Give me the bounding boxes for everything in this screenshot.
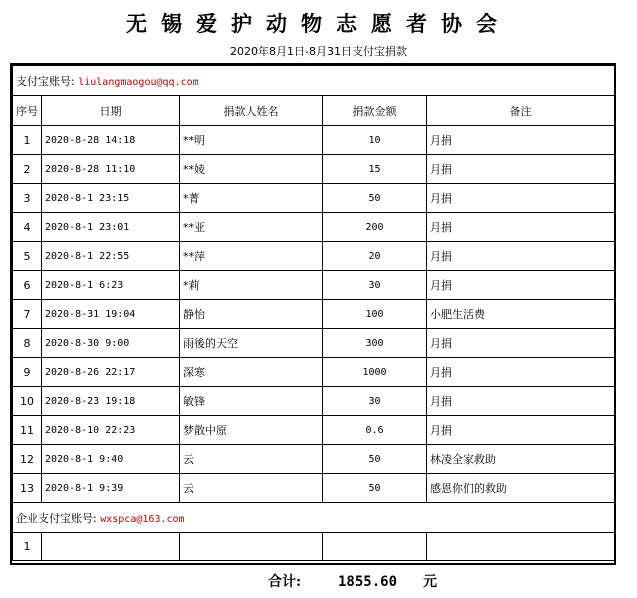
row-donor-name: **亚 <box>180 213 323 242</box>
row-date <box>42 533 180 561</box>
row-donor-name: 深寒 <box>180 358 323 387</box>
row-number: 3 <box>13 184 42 213</box>
row-amount: 50 <box>323 445 427 474</box>
row-date: 2020-8-1 9:40 <box>42 445 180 474</box>
row-date: 2020-8-1 9:39 <box>42 474 180 503</box>
table-row <box>13 300 615 329</box>
row-note: 感恩你们的救助 <box>427 474 615 503</box>
personal-account-label: 支付宝账号: <box>16 74 75 88</box>
row-donor-name: **萍 <box>180 242 323 271</box>
table-row <box>13 474 615 503</box>
table-row <box>13 155 615 184</box>
row-number: 11 <box>13 416 42 445</box>
table-row <box>13 126 615 155</box>
row-donor-name: 雨後的天空 <box>180 329 323 358</box>
row-note <box>427 533 615 561</box>
row-date: 2020-8-28 14:18 <box>42 126 180 155</box>
row-note: 月捐 <box>427 271 615 300</box>
row-amount <box>323 533 427 561</box>
personal-account-value: liulangmaogou@qq.com <box>78 76 199 88</box>
row-number: 9 <box>13 358 42 387</box>
row-note: 月捐 <box>427 213 615 242</box>
row-note: 月捐 <box>427 126 615 155</box>
row-note: 月捐 <box>427 416 615 445</box>
row-number: 2 <box>13 155 42 184</box>
row-date: 2020-8-31 19:04 <box>42 300 180 329</box>
table-row <box>13 184 615 213</box>
row-date: 2020-8-1 6:23 <box>42 271 180 300</box>
row-date: 2020-8-28 11:10 <box>42 155 180 184</box>
header-amount: 捐款金额 <box>323 96 427 126</box>
row-note: 月捐 <box>427 387 615 416</box>
header-no: 序号 <box>13 96 42 126</box>
row-note: 月捐 <box>427 242 615 271</box>
total-label: 合计: <box>268 574 302 590</box>
page-subtitle: 2020年8月1日-8月31日支付宝捐款 <box>230 45 407 58</box>
row-amount: 20 <box>323 242 427 271</box>
row-number: 5 <box>13 242 42 271</box>
header-name: 捐款人姓名 <box>180 96 323 126</box>
table-row <box>13 271 615 300</box>
row-donor-name: 云 <box>180 445 323 474</box>
total-unit: 元 <box>423 574 437 590</box>
page-title: 无锡爱护动物志愿者协会 <box>126 11 511 36</box>
table-row <box>13 329 615 358</box>
row-amount: 15 <box>323 155 427 184</box>
row-donor-name: **婈 <box>180 155 323 184</box>
row-number: 10 <box>13 387 42 416</box>
donation-table <box>12 65 615 561</box>
row-amount: 10 <box>323 126 427 155</box>
row-note: 月捐 <box>427 358 615 387</box>
row-amount: 30 <box>323 387 427 416</box>
row-amount: 1000 <box>323 358 427 387</box>
personal-account-row <box>13 66 615 96</box>
row-amount: 0.6 <box>323 416 427 445</box>
row-number: 7 <box>13 300 42 329</box>
table-row <box>13 242 615 271</box>
header-date: 日期 <box>42 96 180 126</box>
table-row <box>13 533 615 561</box>
table-row <box>13 213 615 242</box>
row-number: 1 <box>13 533 42 561</box>
donation-sheet <box>10 63 616 565</box>
row-amount: 300 <box>323 329 427 358</box>
row-donor-name: 梦散中原 <box>180 416 323 445</box>
table-row <box>13 416 615 445</box>
table-row <box>13 387 615 416</box>
enterprise-account-row <box>13 503 615 533</box>
row-number: 6 <box>13 271 42 300</box>
enterprise-account-label: 企业支付宝账号: <box>16 511 97 525</box>
row-date: 2020-8-1 22:55 <box>42 242 180 271</box>
table-row <box>13 445 615 474</box>
row-donor-name: 敏锋 <box>180 387 323 416</box>
row-number: 1 <box>13 126 42 155</box>
row-amount: 50 <box>323 474 427 503</box>
row-date: 2020-8-23 19:18 <box>42 387 180 416</box>
row-donor-name <box>180 533 323 561</box>
row-note: 林凌全家救助 <box>427 445 615 474</box>
row-number: 8 <box>13 329 42 358</box>
row-amount: 200 <box>323 213 427 242</box>
row-date: 2020-8-10 22:23 <box>42 416 180 445</box>
row-amount: 100 <box>323 300 427 329</box>
total-value: 1855.60 <box>338 574 398 590</box>
row-donor-name: 静怡 <box>180 300 323 329</box>
row-number: 12 <box>13 445 42 474</box>
row-note: 月捐 <box>427 184 615 213</box>
row-donor-name: *菁 <box>180 184 323 213</box>
row-number: 13 <box>13 474 42 503</box>
table-row <box>13 358 615 387</box>
table-header-row <box>13 96 615 126</box>
row-note: 月捐 <box>427 155 615 184</box>
row-amount: 30 <box>323 271 427 300</box>
row-date: 2020-8-1 23:15 <box>42 184 180 213</box>
header-note: 备注 <box>427 96 615 126</box>
row-note: 小肥生活费 <box>427 300 615 329</box>
enterprise-account-value: wxspca@163.com <box>100 513 185 525</box>
row-donor-name: 云 <box>180 474 323 503</box>
row-donor-name: **明 <box>180 126 323 155</box>
row-date: 2020-8-1 23:01 <box>42 213 180 242</box>
row-donor-name: *莉 <box>180 271 323 300</box>
row-note: 月捐 <box>427 329 615 358</box>
row-number: 4 <box>13 213 42 242</box>
total-line <box>268 571 437 591</box>
row-amount: 50 <box>323 184 427 213</box>
row-date: 2020-8-30 9:00 <box>42 329 180 358</box>
row-date: 2020-8-26 22:17 <box>42 358 180 387</box>
